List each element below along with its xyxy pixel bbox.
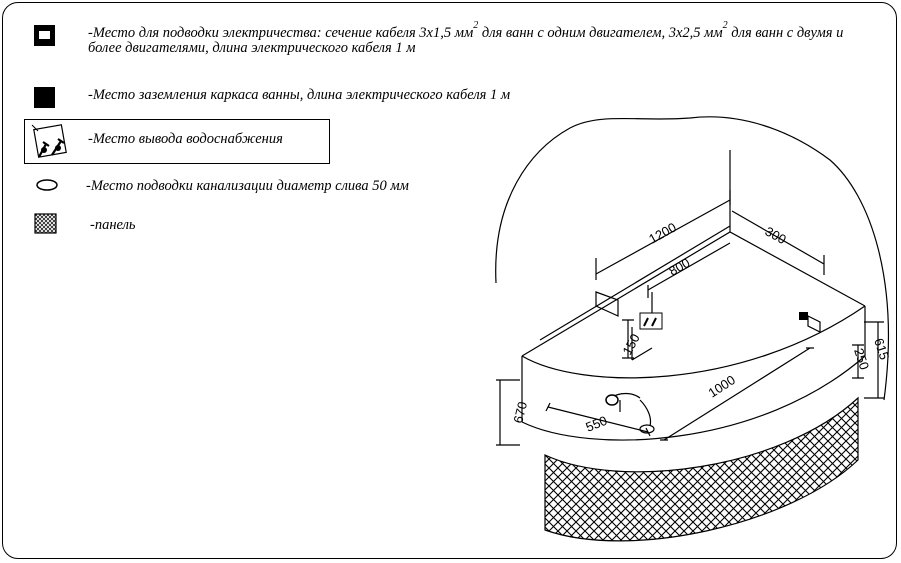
dim-1200-label: 1200	[646, 219, 679, 247]
dim-670-label: 670	[510, 400, 531, 425]
dim-615-label: 615	[871, 336, 893, 362]
wall-outline	[496, 117, 889, 400]
legend-power-text: -Место для подводки электричества: сечение кабеля 3х1,5 $мм^2$ для ванн с одним двигателем, 3х2,5 $мм^2$ для ванн с двумя и	[88, 20, 844, 41]
ground-point-marker	[799, 312, 808, 320]
legend-panel-text: -панель	[90, 217, 136, 233]
dim-150-label: 150	[619, 331, 643, 358]
dim-1000-label: 1000	[705, 372, 738, 401]
legend-water-text: -Место вывода водоснабжения	[88, 131, 283, 147]
water-outlet-marker	[640, 313, 662, 329]
dim-800-label: 800	[666, 254, 693, 279]
legend-drain-text: -Место подводки канализации диаметр слива 50 мм	[86, 178, 409, 194]
dim-550-label: 550	[583, 412, 610, 435]
dim-250-label: 250	[851, 346, 873, 372]
legend-power-text-line2: более двигателями, длина электрического кабеля 1 м	[88, 40, 416, 56]
legend-ground-text: -Место заземления каркаса ванны, длина электрического кабеля 1 м	[88, 87, 511, 103]
tub-rim	[522, 232, 865, 356]
dim-300-label: 300	[762, 223, 789, 248]
